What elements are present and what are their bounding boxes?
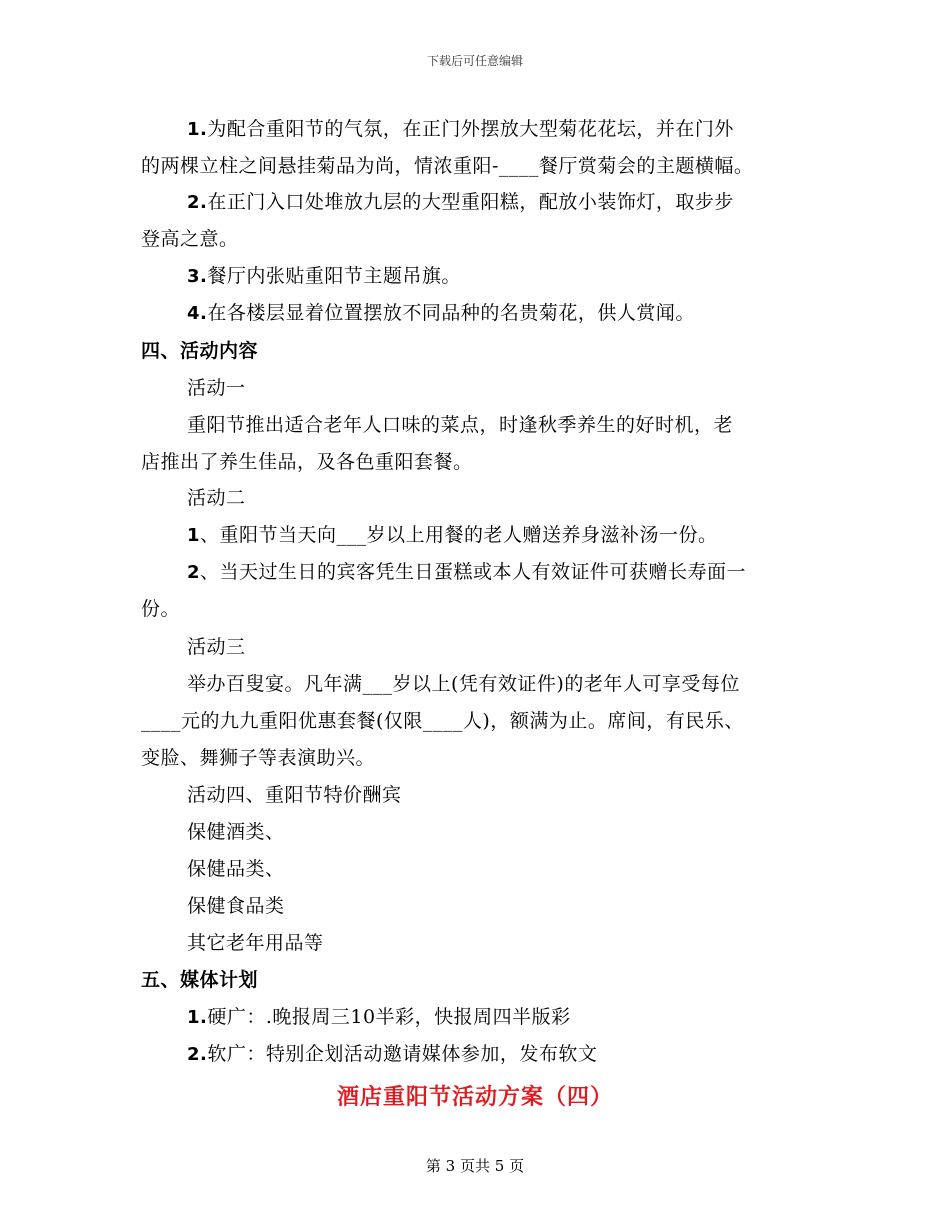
line-text: 餐厅内张贴重阳节主题吊旗。 [207,265,461,287]
line-text: 登高之意。 [141,228,239,250]
sub-heading [187,376,246,400]
line-text: 在正门入口处堆放九层的大型重阳糕，配放小装饰灯，取步步 [207,191,734,213]
line-text: 活动一 [187,377,246,399]
page-header: 下载后可任意编辑 [426,54,523,68]
para-line [187,672,740,696]
line-text: 其它老年用品等 [187,932,324,954]
item-number: 1. [187,119,208,140]
section-heading [141,968,258,992]
para-line [141,746,375,770]
para-line [141,597,180,621]
item-number: 1. [187,1007,208,1028]
line-text: 、重阳节当天向___岁以上用餐的老人赠送养身滋补汤一份。 [200,524,718,546]
para-line [141,154,753,178]
item-number: 2. [187,192,208,213]
item-number: 2. [187,1044,208,1065]
para-line [141,450,473,474]
section-heading [141,339,258,363]
para-line [187,264,461,289]
list-item [187,894,285,918]
item-number: 4. [187,303,208,324]
item-number: 2 [187,562,201,583]
item-number: 1 [187,525,201,546]
line-text: 保健食品类 [187,895,285,917]
sub-heading [187,635,246,659]
line-text: 活动四、重阳节特价酬宾 [187,784,402,806]
line-text: 的两棵立柱之间悬挂菊品为尚，情浓重阳-____餐厅赏菊会的主题横幅。 [141,155,754,177]
para-line [141,227,239,251]
line-text: 保健品类、 [187,858,285,880]
line-text: ____元的九九重阳优惠套餐(仅限____人)，额满为止。席间，有民乐、 [141,710,744,732]
line-text: 活动三 [187,636,246,658]
list-item [187,857,285,881]
para-line [187,560,746,585]
para-line [141,709,744,733]
list-item [187,820,285,844]
line-text: 四、活动内容 [141,340,259,362]
sub-heading [187,783,402,807]
line-text: 五、媒体计划 [141,969,259,991]
line-text: 软广：特别企划活动邀请媒体参加，发布软文 [207,1043,598,1065]
para-line [187,413,733,437]
line-text: 在各楼层显着位置摆放不同品种的名贵菊花，供人赏闻。 [207,302,695,324]
para-line [187,1005,571,1030]
line-text: 硬广：.晚报周三10半彩，快报周四半版彩 [207,1006,571,1028]
line-text: 活动二 [187,487,246,509]
line-text: 变脸、舞狮子等表演助兴。 [141,747,376,769]
line-text: 重阳节推出适合老年人口味的菜点，时逢秋季养生的好时机，老 [187,414,734,436]
para-line [187,190,734,215]
line-text: 店推出了养生佳品，及各色重阳套餐。 [141,451,473,473]
document-title: 酒店重阳节活动方案（四） [336,1085,613,1110]
line-text: 为配合重阳节的气氛，在正门外摆放大型菊花花坛，并在门外 [207,118,734,140]
para-line [187,117,734,142]
line-text: 举办百叟宴。凡年满___岁以上(凭有效证件)的老年人可享受每位 [187,673,740,695]
page-footer: 第 3 页共 5 页 [425,1157,525,1175]
sub-heading [187,486,246,510]
line-text: 保健酒类、 [187,821,285,843]
line-text: 份。 [141,598,181,620]
para-line [187,301,695,326]
item-number: 3. [187,266,208,287]
para-line [187,523,718,548]
para-line [187,1042,597,1067]
line-text: 、当天过生日的宾客凭生日蛋糕或本人有效证件可获赠长寿面一 [200,561,747,583]
list-item [187,931,324,955]
